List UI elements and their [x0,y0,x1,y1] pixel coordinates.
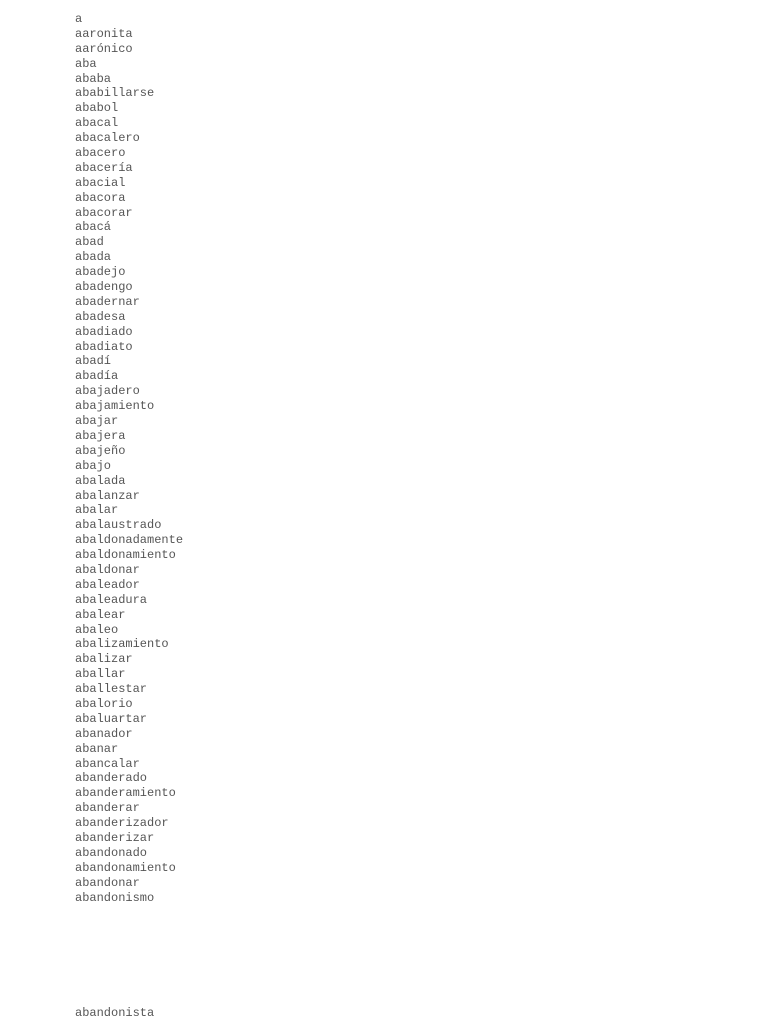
word-entry: abajar [75,414,119,429]
word-entry: abalizar [75,652,133,667]
word-entry: aba [75,56,97,71]
trailing-word: abandonista [75,1006,155,1020]
word-entry: aballestar [75,682,148,697]
word-entry: abadí [75,354,112,369]
word-entry: abadejo [75,265,126,280]
word-entry: abacería [75,160,133,175]
word-list [75,12,183,905]
word-entry: abaleadura [75,592,148,607]
word-entry: aaronita [75,26,133,41]
word-entry: abalizamiento [75,637,169,652]
word-entry: abanderar [75,801,140,816]
word-entry: aballar [75,667,126,682]
word-entry: abada [75,250,112,265]
word-entry: abacero [75,146,126,161]
word-entry: abadernar [75,294,140,309]
word-entry: abaldonamiento [75,548,176,563]
word-entry: abalada [75,473,126,488]
word-entry: abadiato [75,339,133,354]
word-entry: abandonar [75,875,140,890]
word-entry: abajera [75,428,126,443]
word-entry: abanderamiento [75,786,176,801]
word-entry: abalaustrado [75,518,162,533]
word-entry: abadiado [75,324,133,339]
word-entry: abacial [75,175,126,190]
word-entry: abajeño [75,443,126,458]
word-entry: abad [75,235,104,250]
word-entry: abaldonadamente [75,533,184,548]
word-entry: abajo [75,458,112,473]
word-entry: abanar [75,741,119,756]
word-entry: abadengo [75,280,133,295]
word-entry: abanderado [75,771,148,786]
word-entry: abadesa [75,309,126,324]
word-entry: abanderizar [75,830,155,845]
word-entry: abanador [75,726,133,741]
word-entry: abaleador [75,577,140,592]
word-entry: abadía [75,369,119,384]
word-entry: abaluartar [75,711,148,726]
word-entry: abancalar [75,756,140,771]
word-entry: abaleo [75,622,119,637]
word-entry: ababa [75,71,112,86]
word-entry: abalorio [75,696,133,711]
word-entry: abacal [75,116,119,131]
word-entry: abandonado [75,845,148,860]
word-entry: abacalero [75,131,140,146]
word-entry: abajamiento [75,399,155,414]
word-entry: abalar [75,503,119,518]
word-entry: abandonismo [75,890,155,905]
word-entry: abacora [75,190,126,205]
word-entry: abacá [75,220,112,235]
word-entry: abanderizador [75,816,169,831]
word-entry: abalanzar [75,488,140,503]
word-entry: abacorar [75,205,133,220]
word-entry: aarónico [75,41,133,56]
word-entry: abandonamiento [75,860,176,875]
word-entry: ababillarse [75,86,155,101]
word-entry: abaldonar [75,562,140,577]
word-entry: abalear [75,607,126,622]
word-entry: abajadero [75,384,140,399]
word-entry: ababol [75,101,119,116]
word-entry: a [75,12,83,26]
